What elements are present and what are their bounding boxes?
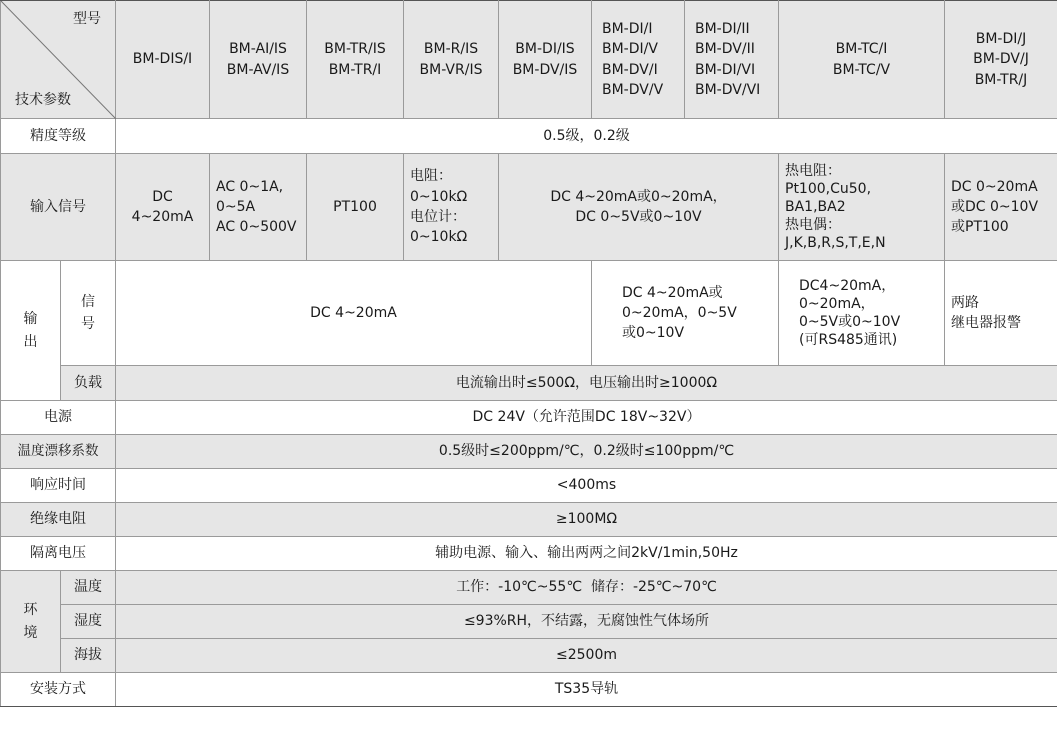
input-row — [1, 154, 1057, 261]
model-header: BM-DIS/I — [116, 1, 210, 119]
env-temp-label: 温度 — [61, 571, 116, 605]
accuracy-row — [1, 119, 1057, 154]
row-label: 精度等级 — [1, 119, 116, 154]
drift-value: 0.5级时≤200ppm/℃，0.2级时≤100ppm/℃ — [116, 435, 1057, 469]
header-row — [1, 1, 1057, 119]
model-header: BM-DI/I BM-DI/V BM-DV/I BM-DV/V — [592, 1, 685, 119]
response-row — [1, 469, 1057, 503]
model-header: BM-DI/IS BM-DV/IS — [499, 1, 592, 119]
output-signal-cell: 两路 继电器报警 — [945, 261, 1057, 366]
input-cell: DC 4~20mA或0~20mA， DC 0~5V或0~10V — [499, 154, 779, 261]
output-signal-cell: DC4~20mA， 0~20mA， 0~5V或0~10V (可RS485通讯) — [779, 261, 945, 366]
row-label: 安装方式 — [1, 673, 116, 707]
row-label: 电源 — [1, 401, 116, 435]
input-cell: AC 0~1A, 0~5A AC 0~500V — [210, 154, 307, 261]
mounting-value: TS35导轨 — [116, 673, 1057, 707]
env-humidity-value: ≤93%RH，不结露，无腐蚀性气体场所 — [116, 605, 1057, 639]
model-header: BM-DI/II BM-DV/II BM-DI/VI BM-DV/VI — [685, 1, 779, 119]
env-temp-value: 工作：-10℃~55℃ 储存：-25℃~70℃ — [116, 571, 1057, 605]
input-cell: DC 4~20mA — [116, 154, 210, 261]
output-load-value: 电流输出时≤500Ω，电压输出时≥1000Ω — [116, 366, 1057, 401]
env-altitude-label: 海拔 — [61, 639, 116, 673]
model-header: BM-DI/J BM-DV/J BM-TR/J — [945, 1, 1057, 119]
row-label: 隔离电压 — [1, 537, 116, 571]
input-cell: 热电阻： Pt100,Cu50, BA1,BA2 热电偶： J,K,B,R,S,T,E,N — [779, 154, 945, 261]
output-load-label: 负载 — [61, 366, 116, 401]
input-cell: 电阻： 0~10kΩ 电位计： 0~10kΩ — [404, 154, 499, 261]
isolation-row — [1, 537, 1057, 571]
model-header: BM-TC/I BM-TC/V — [779, 1, 945, 119]
drift-row — [1, 435, 1057, 469]
output-group-label: 输 出 — [1, 261, 61, 401]
row-label: 绝缘电阻 — [1, 503, 116, 537]
response-value: <400ms — [116, 469, 1057, 503]
power-value: DC 24V（允许范围DC 18V~32V） — [116, 401, 1057, 435]
row-label: 响应时间 — [1, 469, 116, 503]
insulation-value: ≥100MΩ — [116, 503, 1057, 537]
isolation-value: 辅助电源、输入、输出两两之间2kV/1min,50Hz — [116, 537, 1057, 571]
input-cell: PT100 — [307, 154, 404, 261]
model-header: BM-TR/IS BM-TR/I — [307, 1, 404, 119]
accuracy-value: 0.5级，0.2级 — [116, 119, 1057, 154]
corner-model-label: 型号 — [73, 11, 101, 27]
power-row — [1, 401, 1057, 435]
env-altitude-value: ≤2500m — [116, 639, 1057, 673]
input-cell: DC 0~20mA 或DC 0~10V 或PT100 — [945, 154, 1057, 261]
corner-param-label: 技术参数 — [15, 91, 71, 108]
env-humidity-row — [1, 605, 1057, 639]
env-group-label: 环 境 — [1, 571, 61, 673]
insulation-row — [1, 503, 1057, 537]
env-altitude-row — [1, 639, 1057, 673]
output-signal-row — [1, 261, 1057, 366]
row-label: 输入信号 — [1, 154, 116, 261]
output-load-row — [1, 366, 1057, 401]
row-label: 温度漂移系数 — [1, 435, 116, 469]
output-signal-label: 信 号 — [61, 261, 116, 366]
output-signal-cell: DC 4~20mA — [116, 261, 592, 366]
model-header: BM-AI/IS BM-AV/IS — [210, 1, 307, 119]
env-temp-row — [1, 571, 1057, 605]
corner-cell — [1, 1, 116, 119]
env-humidity-label: 湿度 — [61, 605, 116, 639]
mounting-row — [1, 673, 1057, 707]
model-header: BM-R/IS BM-VR/IS — [404, 1, 499, 119]
output-signal-cell: DC 4~20mA或 0~20mA，0~5V 或0~10V — [592, 261, 779, 366]
